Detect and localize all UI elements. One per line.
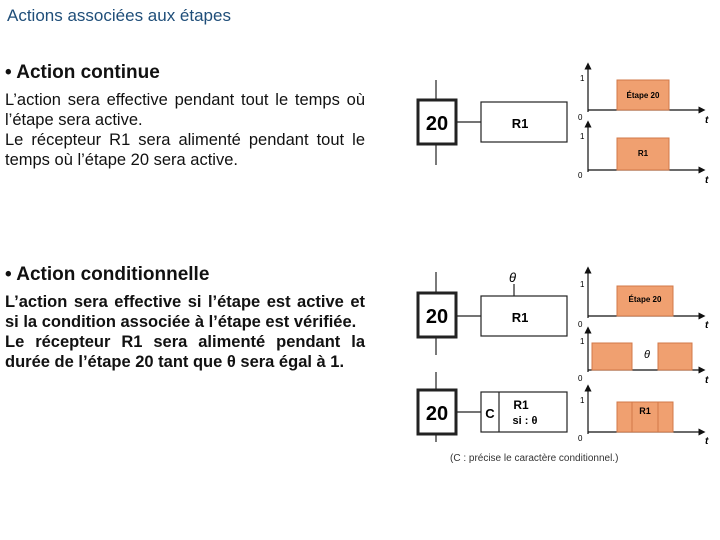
- axis-one: 1: [580, 74, 585, 83]
- condition-symbol: θ: [509, 270, 517, 285]
- conditional-definition: L’action sera effective si l’étape est active et si la condition associée à l’étape est vérifiée.: [5, 293, 365, 331]
- grafcet-step-conditional-b: [418, 372, 567, 442]
- theta-pulse: [592, 343, 632, 370]
- continue-definition: L’action sera effective pendant tout le temps où l’étape sera active.: [5, 91, 365, 129]
- axis-one: 1: [580, 280, 585, 289]
- theta-pulse: [658, 343, 692, 370]
- step-number: 20: [425, 306, 449, 328]
- condition-marker: C: [485, 406, 495, 421]
- r1-pulse: [658, 402, 673, 432]
- axis-zero: 0: [578, 434, 583, 443]
- time-label: t: [705, 115, 709, 126]
- time-label: t: [705, 320, 709, 331]
- axis-one: 1: [580, 337, 585, 346]
- time-label: t: [705, 436, 709, 447]
- grafcet-step-conditional-a: [418, 270, 567, 355]
- pulse-label: Étape 20: [626, 91, 660, 100]
- time-label: t: [705, 375, 709, 386]
- section-heading-conditional: • Action conditionnelle: [5, 264, 210, 285]
- section-heading-continue: • Action continue: [5, 62, 160, 83]
- action-label: R1: [511, 310, 529, 325]
- pulse-label: θ: [644, 349, 650, 361]
- axis-zero: 0: [578, 320, 583, 329]
- axis-zero: 0: [578, 374, 583, 383]
- action-condition: si : θ: [512, 415, 538, 427]
- footnote: (C : précise le caractère conditionnel.): [450, 453, 619, 464]
- pulse-label: Étape 20: [628, 295, 662, 304]
- axis-one: 1: [580, 132, 585, 141]
- axis-zero: 0: [578, 113, 583, 122]
- pulse-label: R1: [637, 149, 649, 158]
- step-number: 20: [425, 403, 449, 425]
- pulse-label: R1: [639, 406, 651, 416]
- slide-title: Actions associées aux étapes: [7, 6, 231, 25]
- timing-chart-continue: [578, 66, 709, 186]
- action-label: R1: [513, 398, 529, 412]
- timing-chart-conditional: [578, 270, 709, 447]
- axis-one: 1: [580, 396, 585, 405]
- step-number: 20: [425, 113, 449, 135]
- continue-example: Le récepteur R1 sera alimenté pendant tout le temps où l’étape 20 sera active.: [5, 131, 365, 169]
- action-label: R1: [511, 116, 529, 131]
- grafcet-step-continue: [418, 80, 567, 165]
- conditional-example: Le récepteur R1 sera alimenté pendant la durée de l’étape 20 tant que θ sera égal à 1.: [5, 333, 365, 371]
- axis-zero: 0: [578, 171, 583, 180]
- r1-pulse: [617, 402, 632, 432]
- time-label: t: [705, 175, 709, 186]
